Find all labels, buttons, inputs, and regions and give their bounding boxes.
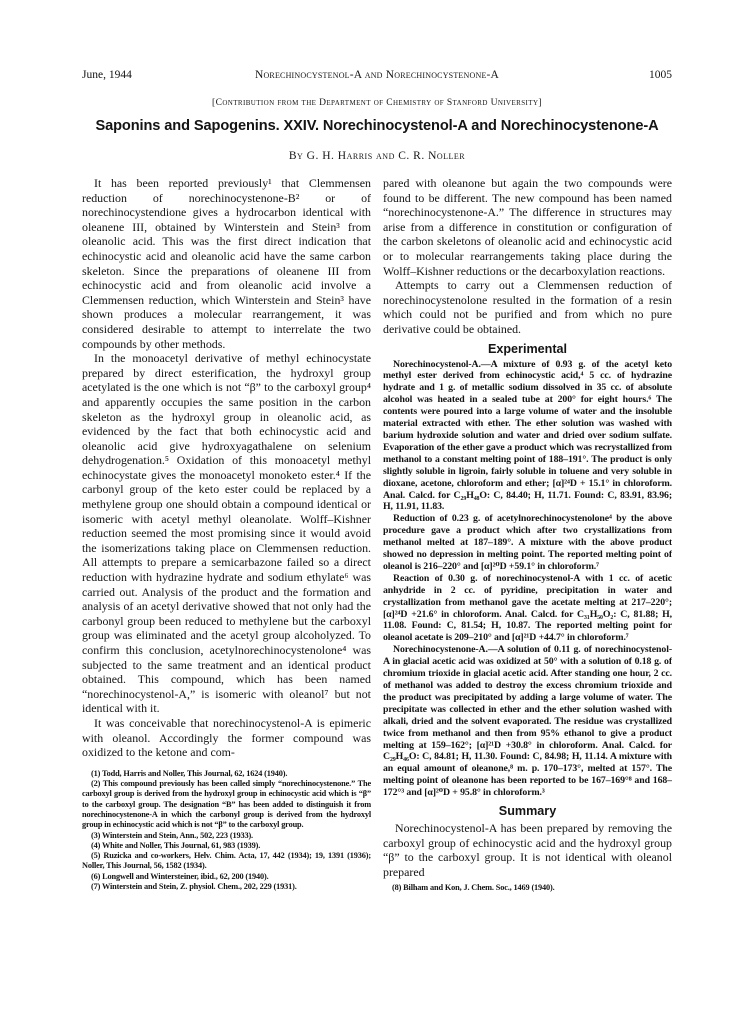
left-column <box>82 176 371 976</box>
summary-paragraph: Norechinocystenol-A has been prepared by removing the carboxyl group of echinocystic acid and the hydroxyl group “β” to the carboxyl group. It is not identical with oleanol prepared <box>383 821 672 879</box>
article-title: Saponins and Sapogenins. XXIV. Norechinocystenol-A and Norechinocystenone-A <box>95 118 659 134</box>
article-authors: By G. H. Harris and C. R. Noller <box>288 150 466 162</box>
footnote-8: (8) Bilham and Kon, J. Chem. Soc., 1469 (1940). <box>392 883 555 893</box>
subheading-norechinocystenol-a: Norechinocystenol-A. <box>393 358 481 370</box>
experimental-paragraph: Reduction of 0.23 g. of acetylnorechinocystenolone⁴ by the above procedure gave a product which after two crystallizations from methanol melted at 187–189°. A mixture with the above product showed no depression in melting point. The reported melting point of oleanol is 216–220° and [α]²⁰D +59.1° in chloroform.⁷ <box>383 513 672 572</box>
footnote-6: (6) Longwell and Wintersteiner, ibid., 62, 200 (1940). <box>91 871 269 881</box>
body-paragraph: In the monoacetyl derivative of methyl echinocystate prepared by direct esterification, the hydroxyl group acetylated is the one which is not “β” to the carboxyl group⁴ and apparently occupies the same position in the carbon skeleton as the hydroxyl group in oleanolic acid, as evidenced by the fact that both echinocystic acid and oleanolic acid give hydroxyagathalene on selenium dehydrogenation.⁵ Oxidation of this monoacetyl methyl echinocystate gives the monoacetyl monoketo ester.⁴ If the carbonyl group of the keto ester could be replaced by a methylene group one should obtain a compound identical or isomeric with acetyl methyl oleanolate. Wolff–Kishner reduction seemed the most promising since it would avoid the isomerizations taking place on Clemmensen reduction. All attempts to prepare a semicarbazone failed so a direct reduction with hydrazine hydrate and sodium ethylate⁶ was carried out. Analysis of the product and the formation and analysis of an acetyl derivative showed that not only had the carbonyl group been reduced to methylene but the carboxyl group was eliminated and the acetyl group alcoholyzed. To confirm this conclusion, acetylnorechinocystenolone⁴ was subjected to the same treatment and an identical product obtained. This compound, which has been named “norechinocystenol-A,” is isomeric with oleanol⁷ but not identical with it. <box>82 351 371 716</box>
subheading-norechinocystenone-a: Norechinocystenone-A. <box>393 644 488 656</box>
right-column <box>383 176 672 976</box>
experimental-heading: Experimental <box>487 341 568 356</box>
footnotes <box>82 769 371 893</box>
intro-paragraph: It has been reported previously¹ that Clemmensen reduction of norechinocystenone-B² or of norechinocystendione gives a hydrocarbon identical with oleanene III, obtained by Winterstein and Stein³ from oleanolic acid. This was the first direct indication that echinocystic acid and oleanolic acid have the same carbon skeleton. Since the preparations of oleanene III from echinocystic acid and from oleanolic acid involve a Clemmensen reduction, which Winterstein and Stein³ have shown produces a molecular rearrangement, it was considered desirable to attempt to interrelate the two compounds by other methods. <box>82 176 371 351</box>
body-paragraph: It was conceivable that norechinocystenol-A is epimeric with oleanol. Accordingly the former compound was oxidized to the ketone and com- <box>82 715 371 760</box>
experimental-paragraph <box>383 359 672 514</box>
contribution-line: [Contribution from the Department of Chemistry of Stanford University] <box>212 98 542 108</box>
footnote-2: (2) This compound previously has been called simply “norechinocystenone.” The carboxyl group is derived from the hydroxyl group in echinocystic acid which is “β” to the carboxyl group. The designation “B” has been added to distinguish it from norechinocystenone-A in which the carbonyl group is derived from the hydroxyl group in echinocystic acid which is not “β” to the carboxyl group. <box>82 779 371 830</box>
header-date: June, 1944 <box>82 69 132 81</box>
experimental-text: —A mixture of 0.93 g. of the acetyl keto methyl ester derived from echinocystic acid,⁴ 5 cc. of hydrazine hydrate and 1 g. of metallic sodium dissolved in 35 cc. of absolute alcohol was heated in a sealed tube at 200° for eight hours.⁶ The contents were poured into a large volume of water and the insoluble material extracted with ether. The ether solution was washed with barium hydroxide solution and water and dried over sodium sulfate. Evaporation of the ether gave a product which was recrystallized from methanol to a constant melting point of 188–191°. The product is only slightly soluble in ligroin, fairly soluble in toluene and very soluble in dioxane, acetone, chloroform and ether; [α]²⁴D + 15.1° in chloroform. Anal. Calcd. for C₂₉H₄₈O: C, 84.40; H, 11.71. Found: C, 83.91, 83.96; H, 11.91, 11.83. <box>383 358 672 513</box>
body-paragraph: pared with oleanone but again the two compounds were found to be different. The new compound has been named “norechinocystenone-A.” The difference in structures may arise from a difference in constitution or configuration of the carbon skeletons of oleanolic acid and echinocystic acid or to molecular rearrangements taking place during the Wolff–Kishner reductions or the decarboxylation reactions. <box>383 176 672 278</box>
footnote-7: (7) Winterstein and Stein, Z. physiol. Chem., 202, 229 (1931). <box>91 882 297 892</box>
footnote-3: (3) Winterstein and Stein, Ann., 502, 223 (1933). <box>91 830 253 840</box>
running-header <box>82 69 672 83</box>
experimental-text: —A solution of 0.11 g. of norechinocystenol-A in glacial acetic acid was oxidized at 50° with a solution of 0.18 g. of chromium trioxide in glacial acetic acid. After standing one hour, 2 cc. of methanol was added to destroy the excess chromium trioxide and the product was precipitated by adding a large volume of water. The precipitate was collected in ether and the ether solution washed with alkali, dried and the solvent evaporated. The residue was crystallized twice from methanol and then from 95% ethanol to give a product melting at 159–162°; [α]²¹D +30.8° in chloroform. Anal. Calcd. for C₂₉H₄₆O: C, 84.81; H, 11.30. Found: C, 84.98; H, 11.14. A mixture with an equal amount of oleanone,⁸ m. p. 170–173°, melted at 157°. The melting point of oleanone has been reported to be 167–169°⁸ and 168–172°³ and [α]²⁰D + 95.8° in chloroform.³ <box>383 644 672 799</box>
experimental-paragraph <box>383 644 672 799</box>
footnote-4: (4) White and Noller, This Journal, 61, 983 (1939). <box>91 840 261 850</box>
body-paragraph: Attempts to carry out a Clemmensen reduction of norechinocystenolone resulted in the formation of a resin which could not be purified and from which no pure derivative could be obtained. <box>383 278 672 336</box>
header-running-title: Norechinocystenol-A and Norechinocystenone-A <box>254 69 500 81</box>
summary-heading: Summary <box>498 804 557 819</box>
page-number: 1005 <box>649 69 672 81</box>
footnote-5: (5) Ruzicka and co-workers, Helv. Chim. Acta, 17, 442 (1934); 19, 1391 (1936); Noller, This Journal, 56, 1582 (1934). <box>82 851 371 871</box>
footnote-1: (1) Todd, Harris and Noller, This Journal, 62, 1624 (1940). <box>91 768 288 778</box>
experimental-paragraph: Reaction of 0.30 g. of norechinocystenol-A with 1 cc. of acetic anhydride in 2 cc. of pyridine, precipitation in water and crystallization from methanol gave the acetate melting at 217–220°; [α]²⁴D +21.6° in chloroform. Anal. Calcd. for C₃₁H₅₀O₂: C, 81.88; H, 11.08. Found: C, 81.54; H, 10.87. The reported melting point for oleanol acetate is 209–210° and [α]²¹D +44.7° in chloroform.⁷ <box>383 572 672 644</box>
